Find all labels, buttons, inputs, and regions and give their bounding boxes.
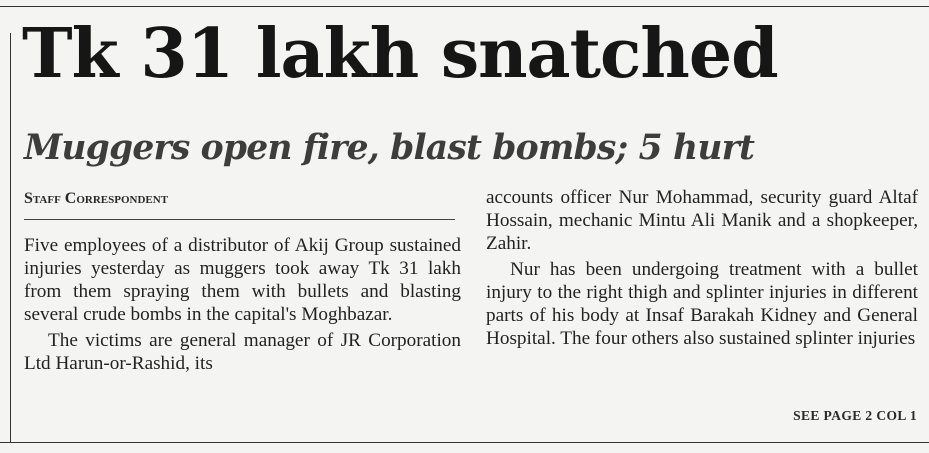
left-column-rule [10,33,11,443]
bottom-rule [0,442,929,443]
continuation-jump-line[interactable]: SEE PAGE 2 COL 1 [793,408,917,423]
headline: Tk 31 lakh snatched [22,14,778,94]
byline: Staff Correspondent [24,189,455,220]
article-column-left [24,234,461,375]
paragraph-2-continued: accounts officer Nur Mohammad, security guard Altaf Hossain, mechanic Mintu Ali Manik and a shopkeeper, Zahir. [486,187,918,254]
paragraph-2: The victims are general manager of JR Corporation Ltd Harun-or-Rashid, its [24,330,461,374]
subheadline: Muggers open fire, blast bombs; 5 hurt [24,128,755,168]
paragraph-1: Five employees of a distributor of Akij Group sustained injuries yesterday as muggers took away Tk 31 lakh from them spraying them with bullets and blasting several crude bombs in the capital's Moghbazar. [24,235,461,325]
article-column-right [486,186,918,350]
top-rule [0,6,929,7]
paragraph-3: Nur has been undergoing treatment with a bullet injury to the right thigh and splinter injuries in different parts of his body at Insaf Barakah Kidney and General Hospital. The four others also sustained splinter injuries [486,259,918,349]
